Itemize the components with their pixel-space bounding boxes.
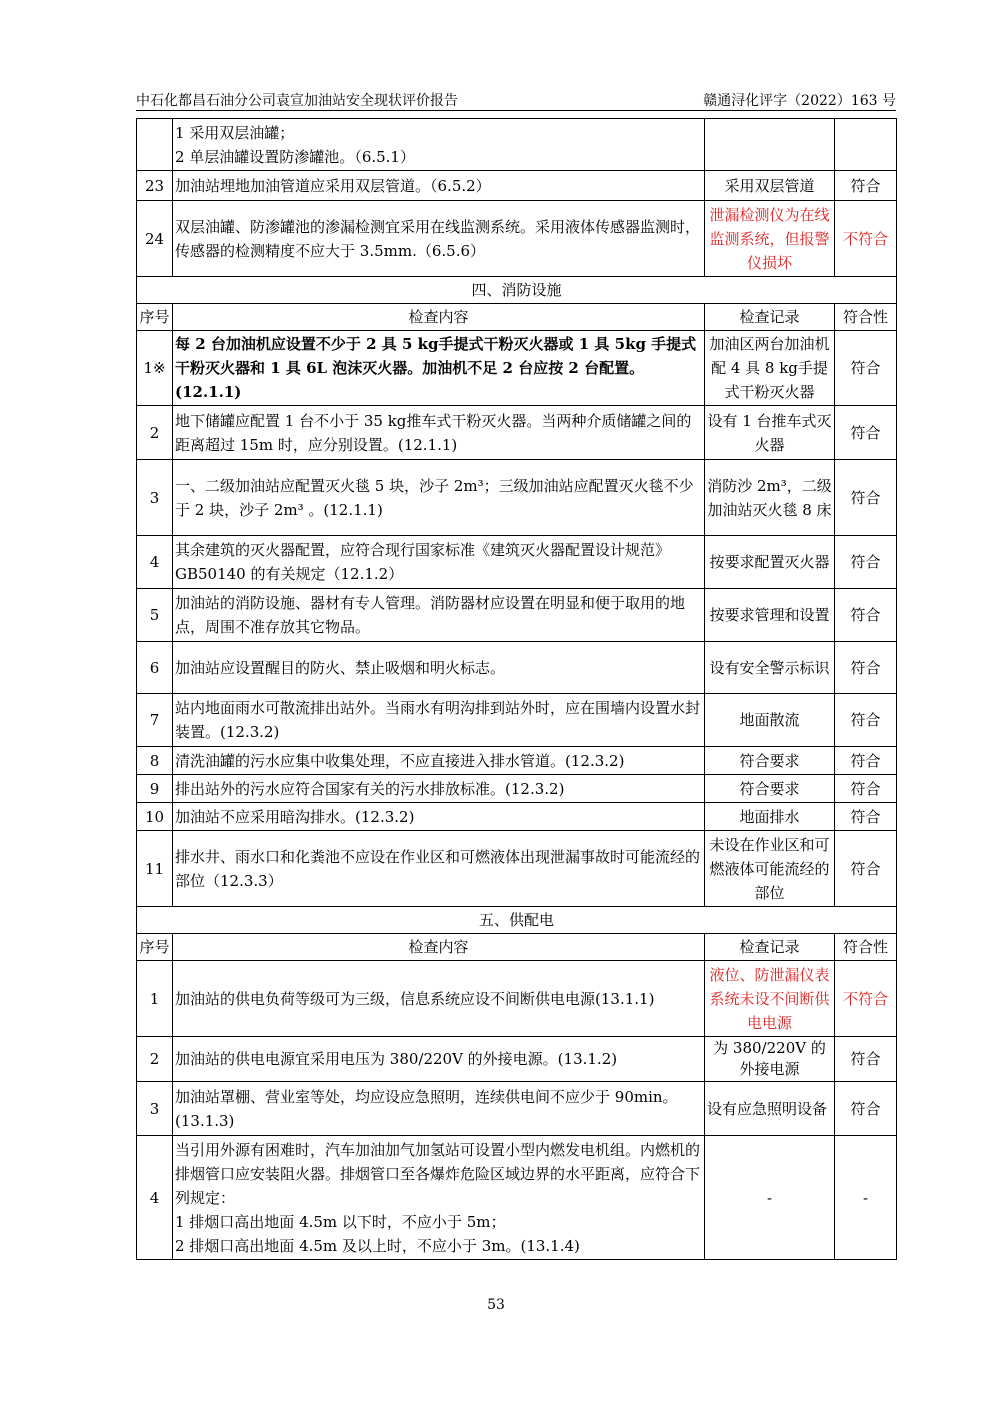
row-content: 排水井、雨水口和化粪池不应设在作业区和可燃液体出现泄漏事故时可能流经的部位（12.3.3） — [173, 831, 705, 907]
content-line: 当引用外源有困难时，汽车加油加气加氢站可设置小型内燃发电机组。内燃机的排烟管口应安装阻火器。排烟管口至各爆炸危险区域边界的水平距离，应符合下列规定： — [175, 1140, 701, 1207]
table-row — [137, 642, 897, 694]
header-report-number: 赣通浔化评字（2022）163 号 — [703, 93, 896, 109]
header-record: 检查记录 — [705, 304, 835, 331]
row-content: 加油站的供电电源宜采用电压为 380/220V 的外接电源。(13.1.2) — [173, 1037, 705, 1082]
table-row — [137, 961, 897, 1037]
row-number: 3 — [137, 1082, 173, 1136]
row-result: 符合 — [835, 1082, 897, 1136]
row-content: 每 2 台加油机应设置不少于 2 具 5 kg手提式干粉灭火器或 1 具 5kg 手提式干粉灭火器和 1 具 6L 泡沫灭火器。加油机不足 2 台应按 2 台配置。(12.1.1) — [173, 331, 705, 406]
table-row — [137, 171, 897, 201]
row-result: - — [835, 1136, 897, 1260]
row-content — [173, 1136, 705, 1260]
table-row — [137, 694, 897, 747]
header-report-title: 中石化都昌石油分公司袁宣加油站安全现状评价报告 — [136, 93, 458, 109]
row-result: 符合 — [835, 694, 897, 747]
row-record: 符合要求 — [705, 775, 835, 803]
header-num: 序号 — [137, 934, 173, 961]
content-line: 1 采用双层油罐； — [175, 123, 295, 142]
section-title-fire: 四、消防设施 — [137, 277, 897, 304]
header-content: 检查内容 — [173, 304, 705, 331]
row-result: 符合 — [835, 331, 897, 406]
table-row — [137, 460, 897, 536]
table-row — [137, 775, 897, 803]
row-record: 加油区两台加油机配 4 具 8 kg手提式干粉灭火器 — [705, 331, 835, 406]
row-record: 设有 1 台推车式灭火器 — [705, 406, 835, 460]
row-number: 9 — [137, 775, 173, 803]
row-result: 符合 — [835, 831, 897, 907]
table-row — [137, 589, 897, 642]
row-result: 符合 — [835, 589, 897, 642]
row-content: 加油站应设置醒目的防火、禁止吸烟和明火标志。 — [173, 642, 705, 694]
row-number: 3 — [137, 460, 173, 536]
row-content: 加油站的消防设施、器材有专人管理。消防器材应设置在明显和便于取用的地点，周围不准存放其它物品。 — [173, 589, 705, 642]
column-header-row — [137, 304, 897, 331]
table-row — [137, 803, 897, 831]
row-record: 液位、防泄漏仪表系统未设不间断供电电源 — [705, 961, 835, 1037]
section-title-row — [137, 277, 897, 304]
row-result: 符合 — [835, 642, 897, 694]
table-row — [137, 406, 897, 460]
table-row — [137, 831, 897, 907]
row-number: 24 — [137, 201, 173, 277]
row-result: 不符合 — [835, 961, 897, 1037]
header-record: 检查记录 — [705, 934, 835, 961]
row-number: 6 — [137, 642, 173, 694]
header-result: 符合性 — [835, 304, 897, 331]
table-row — [137, 1136, 897, 1260]
row-number: 2 — [137, 406, 173, 460]
table-row — [137, 201, 897, 277]
content-line: 1 排烟口高出地面 4.5m 以下时，不应小于 5m； — [175, 1212, 506, 1231]
row-record: 按要求配置灭火器 — [705, 536, 835, 589]
row-result: 符合 — [835, 406, 897, 460]
table-row — [137, 331, 897, 406]
row-result: 符合 — [835, 460, 897, 536]
row-result: 符合 — [835, 171, 897, 201]
row-number: 2 — [137, 1037, 173, 1082]
row-number: 4 — [137, 536, 173, 589]
row-content: 排出站外的污水应符合国家有关的污水排放标准。(12.3.2) — [173, 775, 705, 803]
row-record: 未设在作业区和可燃液体可能流经的部位 — [705, 831, 835, 907]
section-title-power: 五、供配电 — [137, 907, 897, 934]
row-number: 10 — [137, 803, 173, 831]
row-number: 5 — [137, 589, 173, 642]
row-number: 7 — [137, 694, 173, 747]
row-number — [137, 119, 173, 171]
row-content: 站内地面雨水可散流排出站外。当雨水有明沟排到站外时，应在围墙内设置水封装置。(12.3.2) — [173, 694, 705, 747]
row-record: 设有应急照明设备 — [705, 1082, 835, 1136]
page-header — [136, 86, 896, 110]
row-content: 加油站不应采用暗沟排水。(12.3.2) — [173, 803, 705, 831]
header-num: 序号 — [137, 304, 173, 331]
row-content: 地下储罐应配置 1 台不小于 35 kg推车式干粉灭火器。当两种介质储罐之间的距离超过 15m 时，应分别设置。(12.1.1) — [173, 406, 705, 460]
section-title-row — [137, 907, 897, 934]
row-content: 双层油罐、防渗罐池的渗漏检测宜采用在线监测系统。采用液体传感器监测时，传感器的检测精度不应大于 3.5mm.（6.5.6） — [173, 201, 705, 277]
row-record: 为 380/220V 的外接电源 — [705, 1037, 835, 1082]
row-result — [835, 119, 897, 171]
row-content: 加油站罩棚、营业室等处，均应设应急照明，连续供电间不应少于 90min。(13.1.3) — [173, 1082, 705, 1136]
row-record: 地面排水 — [705, 803, 835, 831]
row-result: 符合 — [835, 803, 897, 831]
row-number: 1 — [137, 961, 173, 1037]
row-record: 消防沙 2m³，二级加油站灭火毯 8 床 — [705, 460, 835, 536]
row-record: 采用双层管道 — [705, 171, 835, 201]
column-header-row — [137, 934, 897, 961]
row-content — [173, 119, 705, 171]
row-content: 加油站埋地加油管道应采用双层管道。（6.5.2） — [173, 171, 705, 201]
page-number: 53 — [487, 1297, 505, 1313]
inspection-table — [136, 118, 897, 1260]
row-number: 1※ — [137, 331, 173, 406]
row-record: 按要求管理和设置 — [705, 589, 835, 642]
row-record: 地面散流 — [705, 694, 835, 747]
table-row — [137, 1037, 897, 1082]
row-number: 11 — [137, 831, 173, 907]
header-result: 符合性 — [835, 934, 897, 961]
row-content: 加油站的供电负荷等级可为三级，信息系统应设不间断供电电源(13.1.1) — [173, 961, 705, 1037]
row-content: 一、二级加油站应配置灭火毯 5 块，沙子 2m³；三级加油站应配置灭火毯不少于 2 块，沙子 2m³ 。(12.1.1) — [173, 460, 705, 536]
row-number: 8 — [137, 747, 173, 775]
table-row — [137, 536, 897, 589]
row-result: 符合 — [835, 1037, 897, 1082]
row-result: 符合 — [835, 775, 897, 803]
table-row — [137, 747, 897, 775]
row-number: 23 — [137, 171, 173, 201]
row-result: 符合 — [835, 536, 897, 589]
row-record: 设有安全警示标识 — [705, 642, 835, 694]
row-content: 其余建筑的灭火器配置，应符合现行国家标准《建筑灭火器配置设计规范》GB50140 的有关规定（12.1.2） — [173, 536, 705, 589]
row-record — [705, 119, 835, 171]
row-result: 符合 — [835, 747, 897, 775]
row-number: 4 — [137, 1136, 173, 1260]
content-line: 2 单层油罐设置防渗罐池。（6.5.1） — [175, 147, 415, 166]
header-divider — [136, 110, 896, 111]
header-content: 检查内容 — [173, 934, 705, 961]
table-row — [137, 119, 897, 171]
row-record: - — [705, 1136, 835, 1260]
row-content: 清洗油罐的污水应集中收集处理，不应直接进入排水管道。(12.3.2) — [173, 747, 705, 775]
content-line: 2 排烟口高出地面 4.5m 及以上时，不应小于 3m。(13.1.4) — [175, 1236, 580, 1255]
row-record: 符合要求 — [705, 747, 835, 775]
table-row — [137, 1082, 897, 1136]
row-record: 泄漏检测仪为在线监测系统，但报警仪损坏 — [705, 201, 835, 277]
row-result: 不符合 — [835, 201, 897, 277]
